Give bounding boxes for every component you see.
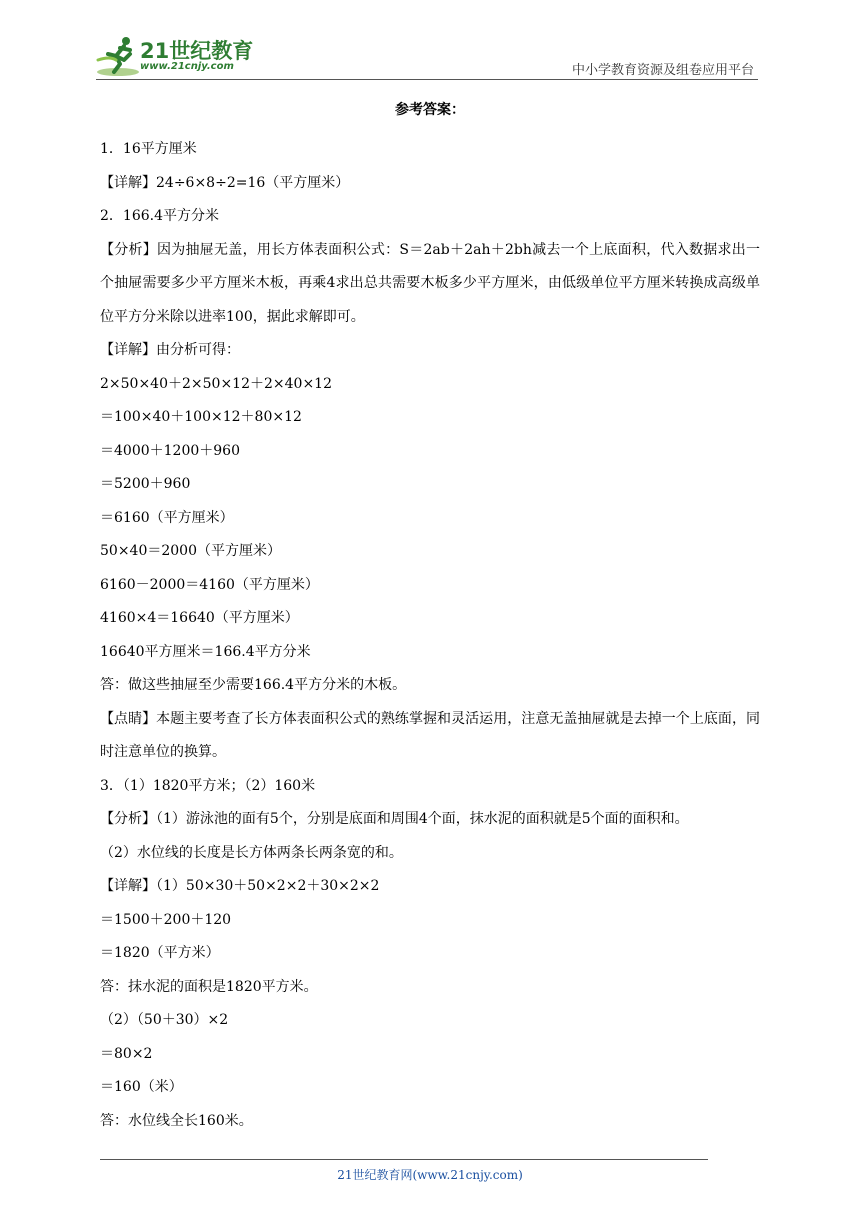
answer-line: 答：水位线全长160米。: [100, 1112, 253, 1129]
header-divider: [96, 79, 758, 80]
answer-line: 答：做这些抽屉至少需要166.4平方分米的木板。: [100, 677, 407, 693]
answer-line: 16640平方厘米＝166.4平方分米: [100, 643, 311, 660]
answer-line: ＝6160（平方厘米）: [100, 509, 234, 526]
answer-line: ＝1500＋200＋120: [100, 911, 232, 928]
answer-line: 1．16平方厘米: [100, 141, 197, 157]
header-tagline: 中小学教育资源及组卷应用平台: [571, 63, 754, 78]
answer-line: 【分析】（1）游泳池的面有5个，分别是底面和周围4个面，抹水泥的面积就是5个面的面积和。: [100, 811, 689, 827]
answer-line: 【详解】（1）50×30＋50×2×2＋30×2×2: [100, 878, 380, 894]
logo-text: 21世纪教育: [140, 39, 254, 63]
answer-line: 【详解】由分析可得：: [100, 342, 240, 358]
answer-line: ＝1820（平方米）: [100, 945, 220, 961]
answer-line: ＝4000＋1200＋960: [100, 442, 240, 459]
runner-logo-icon: [96, 34, 140, 78]
footer-divider: [100, 1159, 708, 1160]
answer-line: 3．（1）1820平方米；（2）160米: [100, 777, 316, 794]
answer-line: ＝80×2: [100, 1045, 153, 1062]
answer-line: ＝5200＋960: [100, 476, 191, 492]
answer-line: （2）水位线的长度是长方体两条长两条宽的和。: [100, 844, 403, 861]
answer-line: （2）（50＋30）×2: [100, 1012, 229, 1028]
logo-url: www.21cnjy.com: [140, 61, 234, 72]
answer-line: ＝160（米）: [100, 1079, 183, 1095]
site-logo: [96, 34, 266, 78]
answer-line: 50×40＝2000（平方厘米）: [100, 543, 281, 559]
answer-content: [100, 100, 760, 1138]
page-header: [0, 0, 860, 80]
answer-line: 6160－2000＝4160（平方厘米）: [100, 576, 319, 593]
answer-line: 【详解】24÷6×8÷2=16（平方厘米）: [100, 174, 350, 191]
answer-line: ＝100×40＋100×12＋80×12: [100, 409, 302, 425]
page-title: 参考答案：: [395, 102, 465, 118]
answer-line: 2×50×40＋2×50×12＋2×40×12: [100, 375, 332, 392]
answer-line: 答：抹水泥的面积是1820平方米。: [100, 978, 318, 995]
answer-line: 2．166.4平方分米: [100, 208, 219, 224]
answer-line: 4160×4＝16640（平方厘米）: [100, 610, 299, 626]
page-footer: 21世纪教育网(www.21cnjy.com): [337, 1168, 523, 1182]
answer-paragraph: 【点睛】本题主要考查了长方体表面积公式的熟练掌握和灵活运用，注意无盖抽屉就是去掉一个上底面，同时注意单位的换算。: [100, 710, 760, 760]
answer-paragraph: 【分析】因为抽屉无盖，用长方体表面积公式：S＝2ab＋2ah＋2bh减去一个上底面积，代入数据求出一个抽屉需要多少平方厘米木板，再乘4求出总共需要木板多少平方厘米，由低级单位平方厘米转换成高级单位平方分米除以进率100，据此求解即可。: [100, 241, 760, 325]
